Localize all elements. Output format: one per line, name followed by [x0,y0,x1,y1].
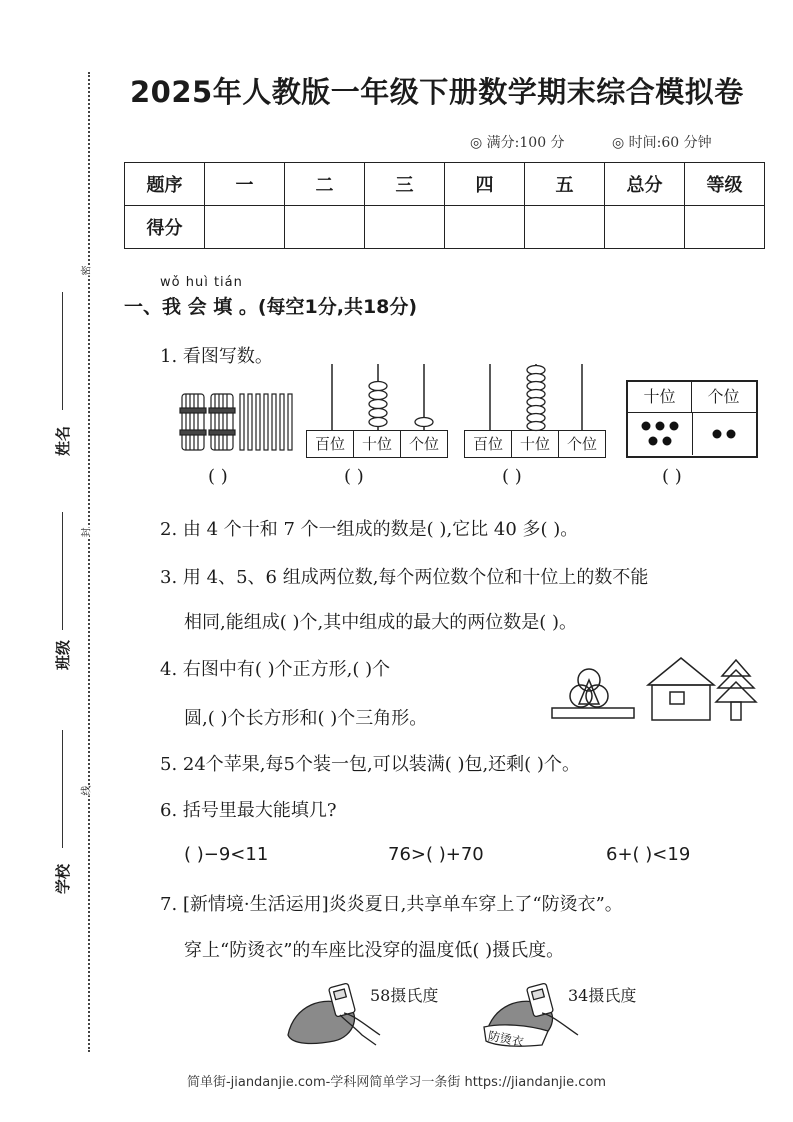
q3-line2: 相同,能组成( )个,其中组成的最大的两位数是( )。 [184,612,577,633]
bundle-of-ten-1 [180,394,206,450]
score-cell[interactable] [525,206,605,249]
header-cell: 总分 [605,163,685,206]
header-cell: 五 [525,163,605,206]
full-score: ◎ 满分:100 分 [470,135,565,151]
header-cell: 一 [205,163,285,206]
name-line [62,292,63,410]
seal-mi: 密 [77,266,94,276]
section-title: 一、我 会 填 。(每空1分,共18分) [124,296,418,318]
q4-line1: 4. 右图中有( )个正方形,( )个 [160,659,391,680]
q5-text: 5. 24个苹果,每5个装一包,可以装满( )包,还剩( )个。 [160,754,580,775]
time-limit: ◎ 时间:60 分钟 [612,135,712,151]
score-table [124,162,765,249]
header-cell: 三 [365,163,445,206]
q7-line1: 7. [新情境·生活运用]炎炎夏日,共享单车穿上了“防烫衣”。 [160,894,623,915]
score-cell[interactable] [205,206,285,249]
header-cell: 二 [285,163,365,206]
school-line [62,730,63,848]
row-label: 得分 [125,206,205,249]
col-label: 十位 [512,431,559,457]
temp-label-2: 34摄氏度 [568,986,637,1005]
q6-b[interactable]: 76>( )+70 [388,844,484,865]
header-cell: 四 [445,163,525,206]
col-label: 百位 [307,431,354,457]
score-cell[interactable] [605,206,685,249]
ones-label: 个位 [707,387,740,406]
q4-line2: 圆,( )个长方形和( )个三角形。 [184,708,428,729]
q1-text: 1. 看图写数。 [160,346,273,367]
col-label: 百位 [465,431,512,457]
header-cell: 等级 [685,163,765,206]
class-label: 班级 [54,639,72,670]
col-label: 十位 [354,431,401,457]
q1-blank-1[interactable]: ( ) [208,466,228,487]
q6-a[interactable]: ( )−9<11 [184,844,269,865]
score-table-header [125,163,765,206]
section-pinyin: wǒ huì tián [160,275,243,290]
abacus-1-labels [306,430,448,458]
col-label: 个位 [408,435,439,453]
temp-label-1: 58摄氏度 [370,986,439,1005]
q7-line2: 穿上“防烫衣”的车座比没穿的温度低( )摄氏度。 [184,940,565,961]
page-title: 2025年人教版一年级下册数学期末综合模拟卷 [130,75,744,109]
place-value-table [626,380,758,458]
tens-dots [628,413,693,455]
q1-blank-4[interactable]: ( ) [662,466,682,487]
bundle-of-ten-2 [209,394,235,450]
cover-label: 防烫衣 [486,1028,525,1050]
ones-dots [693,413,755,455]
q6-text: 6. 括号里最大能填几? [160,800,337,821]
abacus-2-labels [464,430,606,458]
header-cell: 题序 [125,163,205,206]
seal-feng: 封 [77,528,94,538]
seal-xian: 线 [77,786,94,796]
shapes-figure [550,652,760,724]
page-footer: 简单街-jiandanjie.com-学科网简单学习一条街 https://jiandanjie.com [186,1075,607,1090]
q3-line1: 3. 用 4、5、6 组成两位数,每个两位数个位和十位上的数不能 [160,567,649,588]
tens-label: 十位 [628,382,692,412]
q6-c[interactable]: 6+( )<19 [606,844,691,865]
q1-blank-3[interactable]: ( ) [502,466,522,487]
seat-thermometer-figure-1 [284,975,384,1055]
name-label: 姓名 [54,425,72,456]
score-table-row [125,206,765,249]
col-label: 个位 [566,435,597,453]
school-label: 学校 [54,863,72,894]
q1-blank-2[interactable]: ( ) [344,466,364,487]
score-cell[interactable] [445,206,525,249]
binding-dotted-line [88,72,90,1052]
score-cell[interactable] [365,206,445,249]
sticks-figure [178,388,296,454]
class-line [62,512,63,630]
score-cell[interactable] [285,206,365,249]
score-cell[interactable] [685,206,765,249]
q2-text: 2. 由 4 个十和 7 个一组成的数是( ),它比 40 多( )。 [160,519,579,540]
